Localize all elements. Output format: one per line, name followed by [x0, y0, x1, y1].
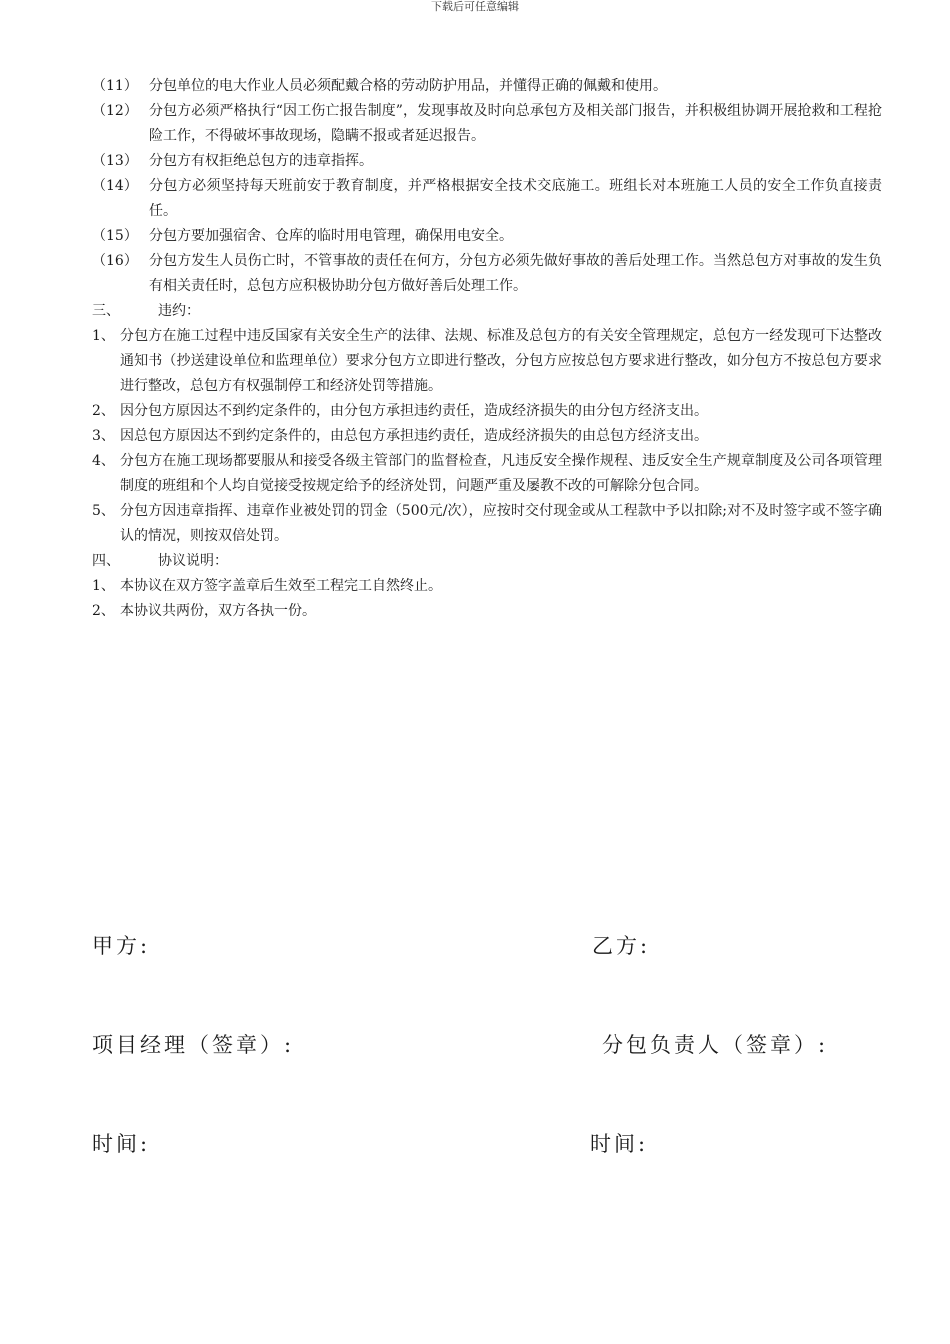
- page-header: 下载后可任意编辑: [431, 0, 519, 13]
- document-body: [92, 74, 882, 624]
- item-number: 2、: [92, 603, 115, 619]
- clause-text: 分包方有权拒绝总包方的违章指挥。: [149, 153, 373, 169]
- section-title: 违约：: [158, 303, 200, 319]
- item-number: 3、: [92, 428, 115, 444]
- item-text: 分包方在施工现场都要服从和接受各级主管部门的监督检查，凡违反安全操作规程、违反安全生产规章制度及公司各项管理制度的班组和个人均自觉接受按规定给予的经济处罚，问题严重及屡教不改的可解除分包合同。: [120, 453, 882, 494]
- clause-number: （15）: [92, 228, 138, 244]
- subcontractor-signature-label: 分包负责人（签章）:: [602, 1033, 829, 1057]
- section-heading-breach: [92, 299, 882, 324]
- clause-15: [92, 224, 882, 249]
- clause-text: 分包方要加强宿舍、仓库的临时用电管理，确保用电安全。: [149, 228, 513, 244]
- clause-text: 分包单位的电大作业人员必须配戴合格的劳动防护用品，并懂得正确的佩戴和使用。: [149, 78, 667, 94]
- section-title: 协议说明：: [158, 553, 228, 569]
- clause-number: （11）: [92, 78, 138, 94]
- clause-text: 分包方必须坚持每天班前安于教育制度，并严格根据安全技术交底施工。班组长对本班施工人员的安全工作负直接责任。: [149, 178, 882, 219]
- item-text: 本协议共两份，双方各执一份。: [120, 603, 316, 619]
- clause-11: [92, 74, 882, 99]
- clause-13: [92, 149, 882, 174]
- party-a-label: 甲方:: [92, 934, 151, 958]
- breach-item-3: [92, 424, 882, 449]
- breach-item-4: [92, 449, 882, 499]
- clause-16: [92, 249, 882, 299]
- item-text: 本协议在双方签字盖章后生效至工程完工自然终止。: [120, 578, 442, 594]
- breach-item-5: [92, 499, 882, 549]
- agreement-item-1: [92, 574, 882, 599]
- breach-item-2: [92, 399, 882, 424]
- item-text: 因分包方原因达不到约定条件的，由分包方承担违约责任，造成经济损失的由分包方经济支出。: [120, 403, 708, 419]
- section-heading-agreement: [92, 549, 882, 574]
- time-label-b: 时间:: [590, 1132, 649, 1156]
- time-label-a: 时间:: [92, 1132, 151, 1156]
- clause-number: （16）: [92, 253, 138, 269]
- clause-number: （12）: [92, 103, 138, 119]
- item-text: 分包方因违章指挥、违章作业被处罚的罚金（500元/次），应按时交付现金或从工程款中予以扣除;对不及时签字或不签字确认的情况，则按双倍处罚。: [120, 503, 882, 544]
- clause-text: 分包方必须严格执行“因工伤亡报告制度”，发现事故及时向总承包方及相关部门报告，并积极组协调开展抢救和工程抢险工作，不得破坏事故现场，隐瞒不报或者延迟报告。: [149, 103, 882, 144]
- item-number: 1、: [92, 328, 115, 344]
- item-number: 2、: [92, 403, 115, 419]
- clause-text: 分包方发生人员伤亡时，不管事故的责任在何方，分包方必须先做好事故的善后处理工作。当然总包方对事故的发生负有相关责任时，总包方应积极协助分包方做好善后处理工作。: [149, 253, 882, 294]
- item-text: 分包方在施工过程中违反国家有关安全生产的法律、法规、标准及总包方的有关安全管理规定，总包方一经发现可下达整改通知书（抄送建设单位和监理单位）要求分包方立即进行整改，分包方应按总包方要求进行整改，如分包方不按总包方要求进行整改，总包方有权强制停工和经济处罚等措施。: [120, 328, 882, 394]
- clause-12: [92, 99, 882, 149]
- party-b-label: 乙方:: [592, 934, 651, 958]
- agreement-item-2: [92, 599, 882, 624]
- clause-number: （14）: [92, 178, 138, 194]
- item-number: 5、: [92, 503, 115, 519]
- clause-14: [92, 174, 882, 224]
- clause-number: （13）: [92, 153, 138, 169]
- section-number: 三、: [92, 303, 120, 319]
- breach-item-1: [92, 324, 882, 399]
- item-number: 1、: [92, 578, 115, 594]
- item-text: 因总包方原因达不到约定条件的，由总包方承担违约责任，造成经济损失的由总包方经济支出。: [120, 428, 708, 444]
- item-number: 4、: [92, 453, 115, 469]
- section-number: 四、: [92, 553, 120, 569]
- project-manager-signature-label: 项目经理（签章）:: [92, 1033, 295, 1057]
